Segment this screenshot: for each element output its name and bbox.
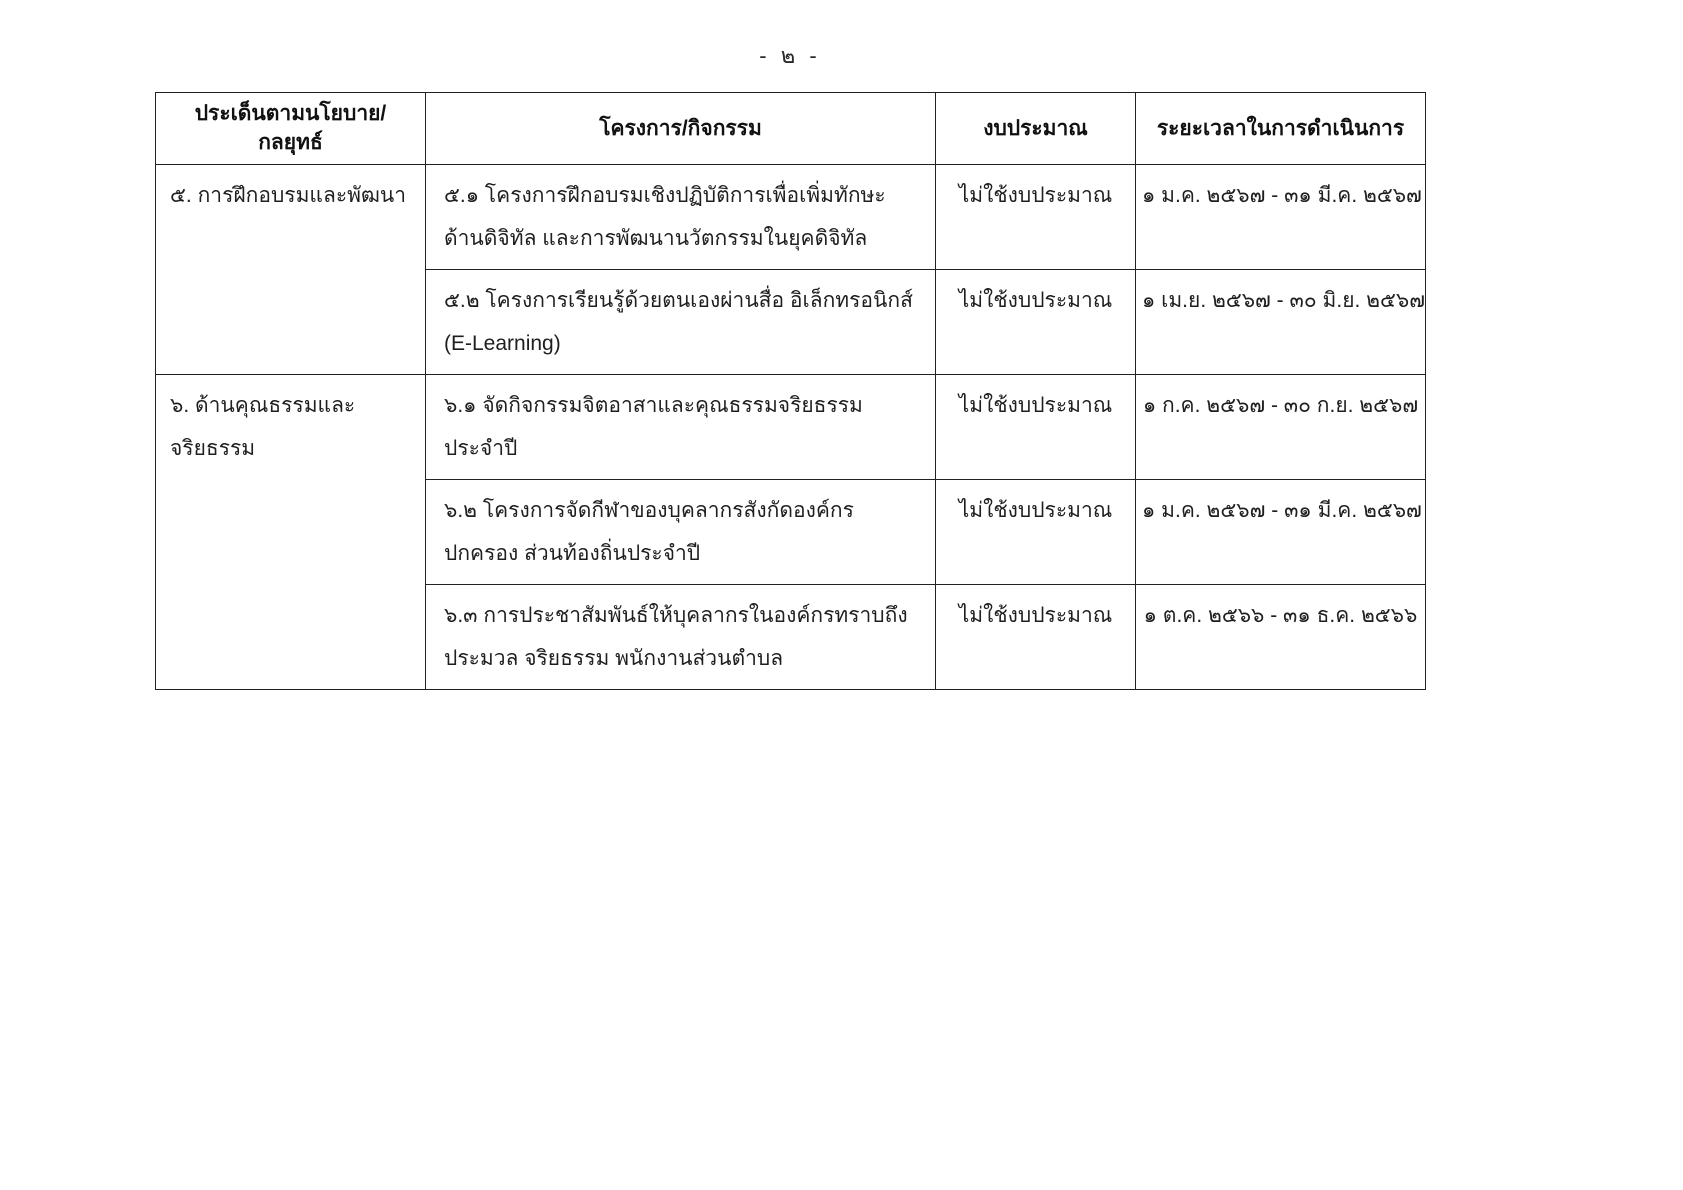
page-number: - ๒ -	[759, 43, 821, 68]
policy-cell-group5: ๕. การฝึกอบรมและพัฒนา	[156, 164, 426, 374]
period-cell: ๑ ต.ค. ๒๕๖๖ - ๓๑ ธ.ค. ๒๕๖๖	[1136, 585, 1426, 690]
activity-cell: ๕.๒ โครงการเรียนรู้ด้วยตนเองผ่านสื่อ อิเล็กทรอนิกส์ (E-Learning)	[426, 269, 936, 374]
budget-cell: ไม่ใช้งบประมาณ	[936, 164, 1136, 269]
activity-cell: ๖.๒ โครงการจัดกีฬาของบุคลากรสังกัดองค์กรปกครอง ส่วนท้องถิ่นประจำปี	[426, 480, 936, 585]
activity-cell: ๕.๑ โครงการฝึกอบรมเชิงปฏิบัติการเพื่อเพิ่มทักษะ ด้านดิจิทัล และการพัฒนานวัตกรรมในยุคดิจิทัล	[426, 164, 936, 269]
budget-cell: ไม่ใช้งบประมาณ	[936, 480, 1136, 585]
action-plan-table	[155, 92, 1426, 690]
header-budget: งบประมาณ	[936, 93, 1136, 165]
period-cell: ๑ เม.ย. ๒๕๖๗ - ๓๐ มิ.ย. ๒๕๖๗	[1136, 269, 1426, 374]
table-header-row	[156, 93, 1426, 165]
table-row	[156, 164, 1426, 269]
policy-cell-group6: ๖. ด้านคุณธรรมและจริยธรรม	[156, 374, 426, 689]
table-row	[156, 374, 1426, 479]
activity-cell: ๖.๓ การประชาสัมพันธ์ให้บุคลากรในองค์กรทราบถึงประมวล จริยธรรม พนักงานส่วนตำบล	[426, 585, 936, 690]
header-activity: โครงการ/กิจกรรม	[426, 93, 936, 165]
period-cell: ๑ ม.ค. ๒๕๖๗ - ๓๑ มี.ค. ๒๕๖๗	[1136, 480, 1426, 585]
activity-cell: ๖.๑ จัดกิจกรรมจิตอาสาและคุณธรรมจริยธรรมประจำปี	[426, 374, 936, 479]
budget-cell: ไม่ใช้งบประมาณ	[936, 585, 1136, 690]
period-cell: ๑ ก.ค. ๒๕๖๗ - ๓๐ ก.ย. ๒๕๖๗	[1136, 374, 1426, 479]
period-cell: ๑ ม.ค. ๒๕๖๗ - ๓๑ มี.ค. ๒๕๖๗	[1136, 164, 1426, 269]
budget-cell: ไม่ใช้งบประมาณ	[936, 374, 1136, 479]
budget-cell: ไม่ใช้งบประมาณ	[936, 269, 1136, 374]
header-policy: ประเด็นตามนโยบาย/กลยุทธ์	[156, 93, 426, 165]
header-period: ระยะเวลาในการดำเนินการ	[1136, 93, 1426, 165]
